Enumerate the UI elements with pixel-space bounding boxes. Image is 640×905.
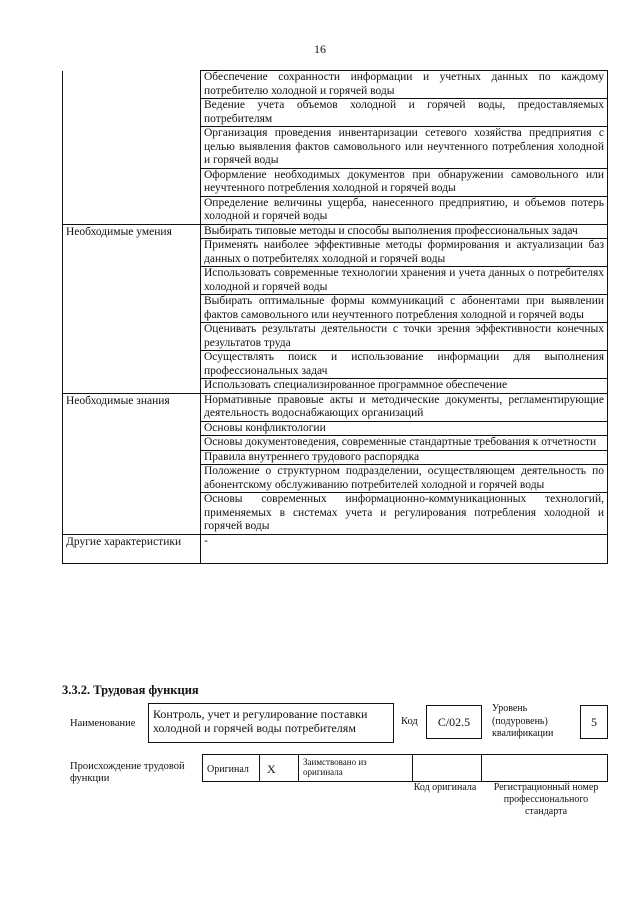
requirement-item: -: [201, 534, 608, 563]
borrowed-label: Заимствовано из оригинала: [303, 757, 367, 777]
table-row: [63, 239, 608, 267]
table-row: [63, 127, 608, 169]
row-label: [63, 196, 201, 224]
row-label: [63, 71, 201, 99]
requirement-item: Использовать современные технологии хранения и учета данных о потребителях холодной и горячей воды: [201, 267, 608, 295]
row-label: [63, 450, 201, 465]
requirement-item: Выбирать оптимальные формы коммуникаций с абонентами при выявлении фактов самовольного или неучтенного потребления холодной и горячей воды: [201, 295, 608, 323]
requirement-item: Обеспечение сохранности информации и учетных данных по каждому потребителю холодной и горячей воды: [201, 71, 608, 99]
reg-number-caption: Регистрационный номер профессионального стандарта: [493, 782, 599, 817]
requirement-item: Осуществлять поиск и использование информации для выполнения профессиональных задач: [201, 351, 608, 379]
requirement-item: Использовать специализированное программное обеспечение: [201, 379, 608, 394]
row-label: [63, 168, 201, 196]
table-row: [63, 196, 608, 224]
row-label: Необходимые знания: [63, 393, 201, 421]
requirements-table: [62, 70, 608, 564]
section-title: 3.3.2. Трудовая функция: [62, 683, 199, 697]
row-label: [63, 379, 201, 394]
requirement-item: Положение о структурном подразделении, осуществляющем деятельность по абонентскому обслуживанию потребителей холодной и горячей воды: [201, 465, 608, 493]
table-row: [63, 450, 608, 465]
requirement-item: Оформление необходимых документов при обнаружении самовольного или неучтенного потребления холодной и горячей воды: [201, 168, 608, 196]
code-label: Код: [401, 716, 418, 727]
origin-strip: [202, 754, 608, 782]
requirement-item: Оценивать результаты деятельности с точки зрения эффективности конечных результатов труда: [201, 323, 608, 351]
table-row: [63, 323, 608, 351]
table-row: [63, 295, 608, 323]
table-row: [63, 493, 608, 535]
level-box: 5: [580, 705, 608, 739]
row-label: Другие характеристики: [63, 534, 201, 563]
requirement-item: Основы конфликтологии: [201, 421, 608, 436]
origin-code-caption: Код оригинала: [413, 782, 477, 793]
table-row: [63, 267, 608, 295]
code-box: C/02.5: [426, 705, 482, 739]
requirement-item: Правила внутреннего трудового распорядка: [201, 450, 608, 465]
level-label: Уровень (подуровень) квалификации: [492, 703, 554, 739]
row-label: [63, 465, 201, 493]
name-label: Наименование: [70, 718, 136, 729]
row-label: [63, 239, 201, 267]
page-number: 16: [314, 42, 326, 56]
original-mark: X: [267, 762, 276, 776]
requirement-item: Выбирать типовые методы и способы выполнения профессиональных задач: [201, 224, 608, 239]
table-row: [63, 436, 608, 451]
requirement-item: Нормативные правовые акты и методические документы, регламентирующие деятельность водоснабжающих организаций: [201, 393, 608, 421]
table-row: [63, 379, 608, 394]
row-label: [63, 323, 201, 351]
row-label: [63, 493, 201, 535]
function-name-box: Контроль, учет и регулирование поставки холодной и горячей воды потребителям: [148, 703, 394, 743]
table-row: [63, 421, 608, 436]
requirement-item: Применять наиболее эффективные методы формирования и актуализации баз данных о потребителях холодной и горячей воды: [201, 239, 608, 267]
row-label: [63, 295, 201, 323]
row-label: [63, 436, 201, 451]
table-row: [63, 168, 608, 196]
requirement-item: Ведение учета объемов холодной и горячей воды, предоставляемых потребителям: [201, 99, 608, 127]
requirement-item: Основы современных информационно-коммуникационных технологий, применяемых в системах учета и регулирования потребления холодной и горячей воды: [201, 493, 608, 535]
requirement-item: Определение величины ущерба, нанесенного предприятию, и объемов потерь холодной и горячей воды: [201, 196, 608, 224]
origin-label: Происхождение трудовой функции: [70, 761, 185, 784]
table-row: [63, 224, 608, 239]
row-label: [63, 421, 201, 436]
row-label: Необходимые умения: [63, 224, 201, 239]
table-row: [63, 351, 608, 379]
requirement-item: Организация проведения инвентаризации сетевого хозяйства предприятия с целью выявления фактов самовольного или неучтенного потребления холодной и горячей воды: [201, 127, 608, 169]
table-row: [63, 393, 608, 421]
row-label: [63, 99, 201, 127]
table-row: [63, 534, 608, 563]
table-row: [63, 465, 608, 493]
row-label: [63, 351, 201, 379]
original-label: Оригинал: [207, 764, 249, 775]
row-label: [63, 127, 201, 169]
table-row: [63, 71, 608, 99]
table-row: [63, 99, 608, 127]
row-label: [63, 267, 201, 295]
requirement-item: Основы документоведения, современные стандартные требования к отчетности: [201, 436, 608, 451]
